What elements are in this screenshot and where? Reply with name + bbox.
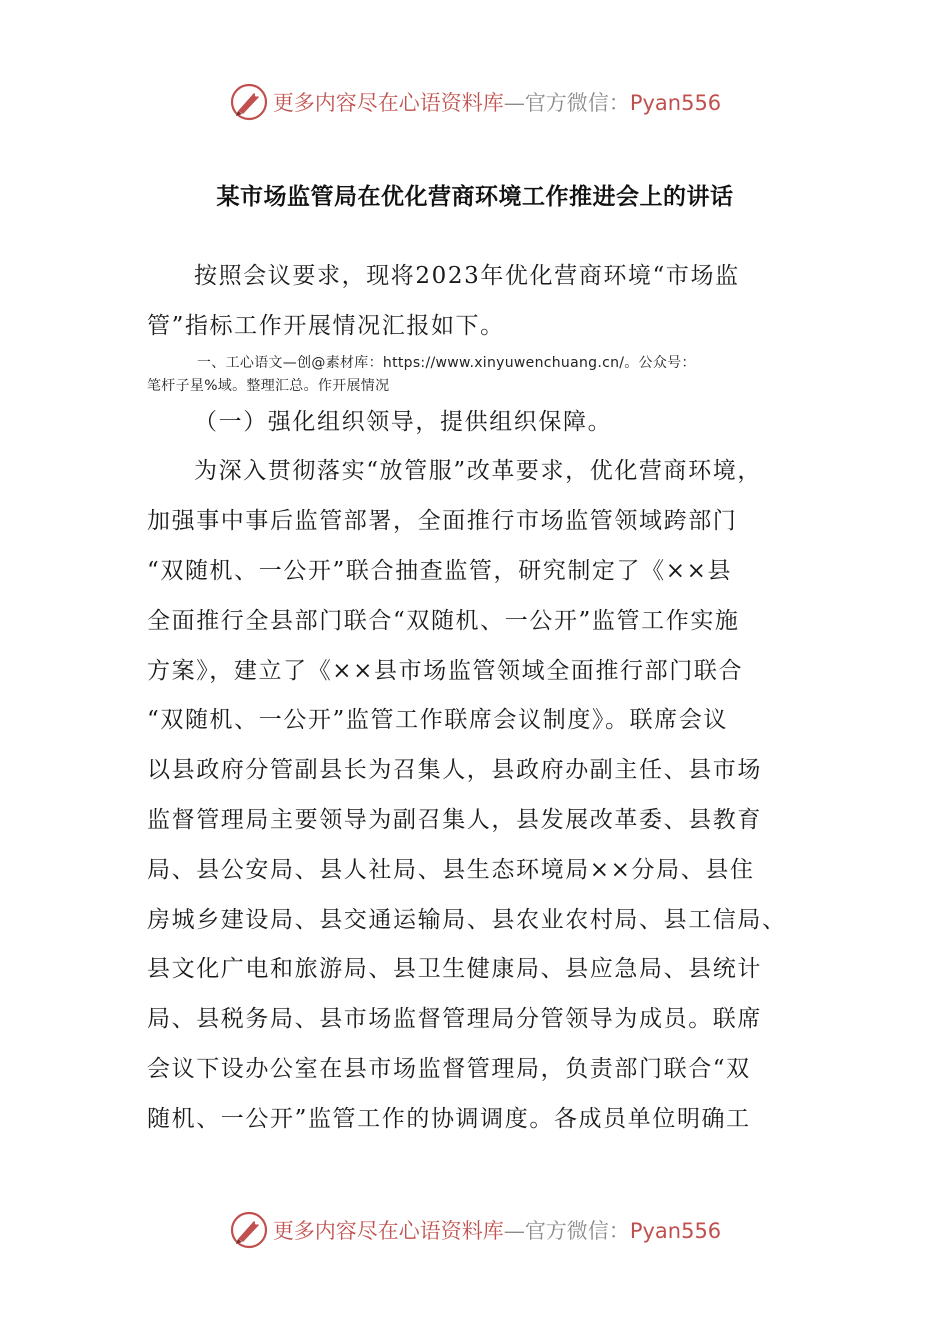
paragraph-line: “双随机、一公开”联合抽查监管，研究制定了《××县 [147, 557, 733, 584]
paragraph-line: 随机、一公开”监管工作的协调调度。各成员单位明确工 [147, 1105, 751, 1132]
watermark-banner-bottom [0, 1210, 950, 1250]
intro-line: 按照会议要求，现将2023年优化营商环境“市场监 [194, 263, 740, 289]
paragraph-line: 以县政府分管副县长为召集人，县政府办副主任、县市场 [147, 757, 762, 784]
paragraph-line: 方案》，建立了《××县市场监管领域全面推行部门联合 [147, 657, 744, 684]
paragraph-line: “双随机、一公开”监管工作联席会议制度》。联席会议 [147, 707, 729, 734]
watermark-banner-top [0, 82, 950, 122]
section-heading: （一）强化组织领导，提供组织保障。 [194, 408, 613, 435]
pen-nib-logo-icon [229, 82, 269, 122]
watermark-text: 更多内容尽在心语资料库—官方微信：Pyan556 [272, 1219, 722, 1243]
paragraph-line: 全面推行全县部门联合“双随机、一公开”监管工作实施 [147, 607, 740, 634]
paragraph-line: 会议下设办公室在县市场监督管理局，负责部门联合“双 [147, 1055, 751, 1082]
notice-line: 笔杆子星%域。整理汇总。作开展情况 [147, 377, 390, 394]
pen-nib-logo-icon [229, 1210, 269, 1250]
intro-line: 管”指标工作开展情况汇报如下。 [147, 312, 505, 339]
notice-line: 一、工心语文—创@素材库：https://www.xinyuwenchuang.cn/。公众号： [197, 354, 696, 371]
paragraph-line: 加强事中事后监管部署，全面推行市场监管领域跨部门 [147, 508, 738, 535]
paragraph-line: 房城乡建设局、县交通运输局、县农业农村局、县工信局、 [147, 906, 787, 933]
paragraph-line: 局、县税务局、县市场监督管理局分管领导为成员。联席 [147, 1006, 762, 1033]
paragraph-line: 局、县公安局、县人社局、县生态环境局××分局、县住 [147, 856, 755, 883]
watermark-text: 更多内容尽在心语资料库—官方微信：Pyan556 [272, 91, 722, 115]
paragraph-line: 监督管理局主要领导为副召集人，县发展改革委、县教育 [147, 806, 762, 833]
document-title: 某市场监管局在优化营商环境工作推进会上的讲话 [216, 184, 734, 210]
paragraph-line: 为深入贯彻落实“放管服”改革要求，优化营商环境， [194, 458, 762, 485]
document-body [147, 252, 807, 1145]
paragraph-line: 县文化广电和旅游局、县卫生健康局、县应急局、县统计 [147, 956, 762, 983]
